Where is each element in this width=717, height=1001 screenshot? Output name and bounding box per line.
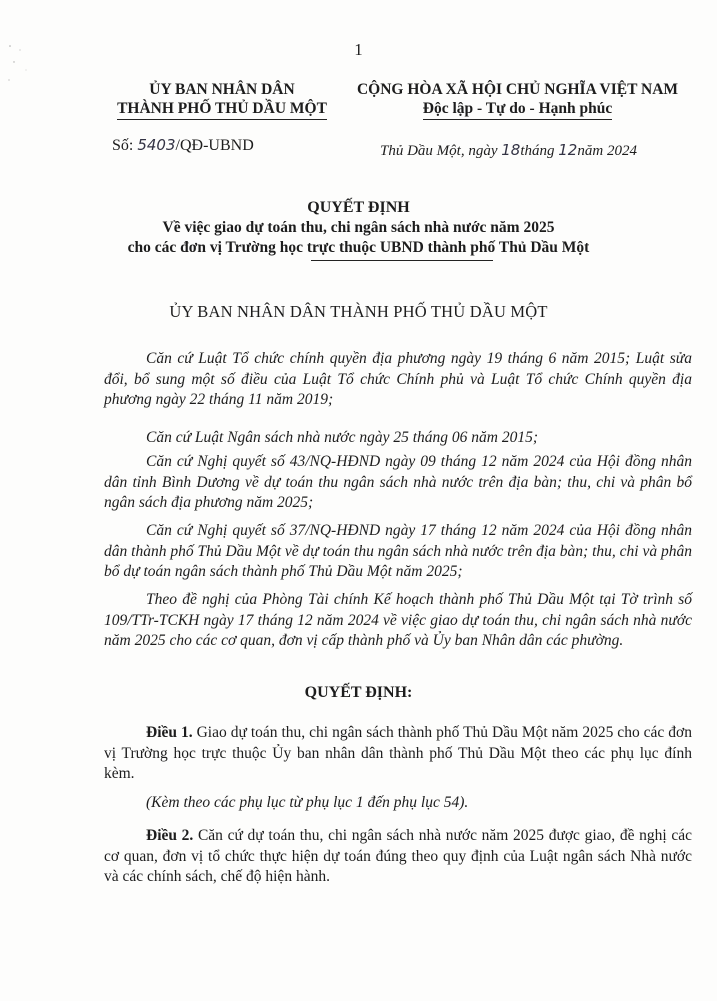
national-header xyxy=(330,80,705,120)
subtitle-line-2: cho các đơn vị Trường học trực thuộc UBND thành phố Thủ Dầu Một xyxy=(127,239,590,256)
article-2-text: Căn cứ dự toán thu, chi ngân sách nhà nước năm 2025 được giao, đề nghị các cơ quan, đơn vị tổ chức thực hiện dự toán đúng theo quy định của Luật ngân sách Nhà nước và các chính sách, chế độ hiện hành. xyxy=(104,827,692,885)
doc-number-prefix: Số: xyxy=(112,137,134,154)
date-day-handwritten: 18 xyxy=(501,141,521,159)
date-month-handwritten: 12 xyxy=(558,141,578,159)
doc-number-suffix: /QĐ-UBND xyxy=(175,137,254,154)
attachment-note: (Kèm theo các phụ lục từ phụ lục 1 đến phụ lục 54). xyxy=(146,794,469,811)
title-underline xyxy=(311,260,493,261)
legal-basis-4: Căn cứ Nghị quyết số 37/NQ-HĐND ngày 17 tháng 12 năm 2024 của Hội đồng nhân dân thành phố Thủ Dầu Một về dự toán thu ngân sách nhà nước trên địa bàn; thu, chi và phân bổ dự toán ngân sách thành phố Thủ Dầu Một năm 2025; xyxy=(104,522,692,580)
issuer-line-1: ỦY BAN NHÂN DÂN xyxy=(149,81,295,98)
legal-basis-5: Theo đề nghị của Phòng Tài chính Kế hoạch thành phố Thủ Dầu Một tại Tờ trình số 109/TTr-TCKH ngày 17 tháng 12 năm 2024 về việc giao dự toán thu, chi ngân sách nhà nước năm 2025 cho các cơ quan, đơn vị cấp thành phố và Ủy ban Nhân dân các phường. xyxy=(104,591,692,649)
article-2-label: Điều 2. xyxy=(146,827,194,844)
legal-basis-1: Căn cứ Luật Tổ chức chính quyền địa phương ngày 19 tháng 6 năm 2015; Luật sửa đổi, bổ sung một số điều của Luật Tổ chức Chính phủ và Luật Tổ chức Chính quyền địa phương ngày 22 tháng 11 năm 2019; xyxy=(104,350,692,408)
issuer-line-2: THÀNH PHỐ THỦ DẦU MỘT xyxy=(117,99,327,120)
issuer-header xyxy=(72,80,372,120)
date-place: Thủ Dầu Một, ngày xyxy=(380,143,498,159)
legal-basis-2: Căn cứ Luật Ngân sách nhà nước ngày 25 tháng 06 năm 2015; xyxy=(146,429,538,446)
page-number: 1 xyxy=(354,40,363,59)
document-title: QUYẾT ĐỊNH xyxy=(307,199,410,216)
article-1-text: Giao dự toán thu, chi ngân sách thành phố Thủ Dầu Một năm 2025 cho các đơn vị Trường học trực thuộc Ủy ban nhân dân thành phố Thủ Dầu Một theo các phụ lục đính kèm. xyxy=(104,724,692,782)
document-number xyxy=(112,136,254,155)
doc-number-handwritten: 5403 xyxy=(137,136,176,154)
decision-heading: QUYẾT ĐỊNH: xyxy=(304,684,413,701)
subtitle-line-1: Về việc giao dự toán thu, chi ngân sách nhà nước năm 2025 xyxy=(162,219,555,236)
date-year: năm 2024 xyxy=(577,143,637,159)
document-subtitle xyxy=(0,218,717,258)
issue-date xyxy=(380,141,637,160)
issuing-authority: ỦY BAN NHÂN DÂN THÀNH PHỐ THỦ DẦU MỘT xyxy=(169,302,548,321)
national-title: CỘNG HÒA XÃ HỘI CHỦ NGHĨA VIỆT NAM xyxy=(356,81,679,98)
article-2 xyxy=(104,826,692,888)
article-1 xyxy=(104,723,692,785)
date-month-label: tháng xyxy=(520,143,555,159)
article-1-label: Điều 1. xyxy=(146,724,193,741)
national-motto: Độc lập - Tự do - Hạnh phúc xyxy=(423,99,612,120)
legal-basis-3: Căn cứ Nghị quyết số 43/NQ-HĐND ngày 09 tháng 12 năm 2024 của Hội đồng nhân dân tỉnh Bình Dương về dự toán thu ngân sách nhà nước trên địa bàn; thu, chi và phân bổ ngân sách địa phương năm 2025; xyxy=(104,453,692,511)
